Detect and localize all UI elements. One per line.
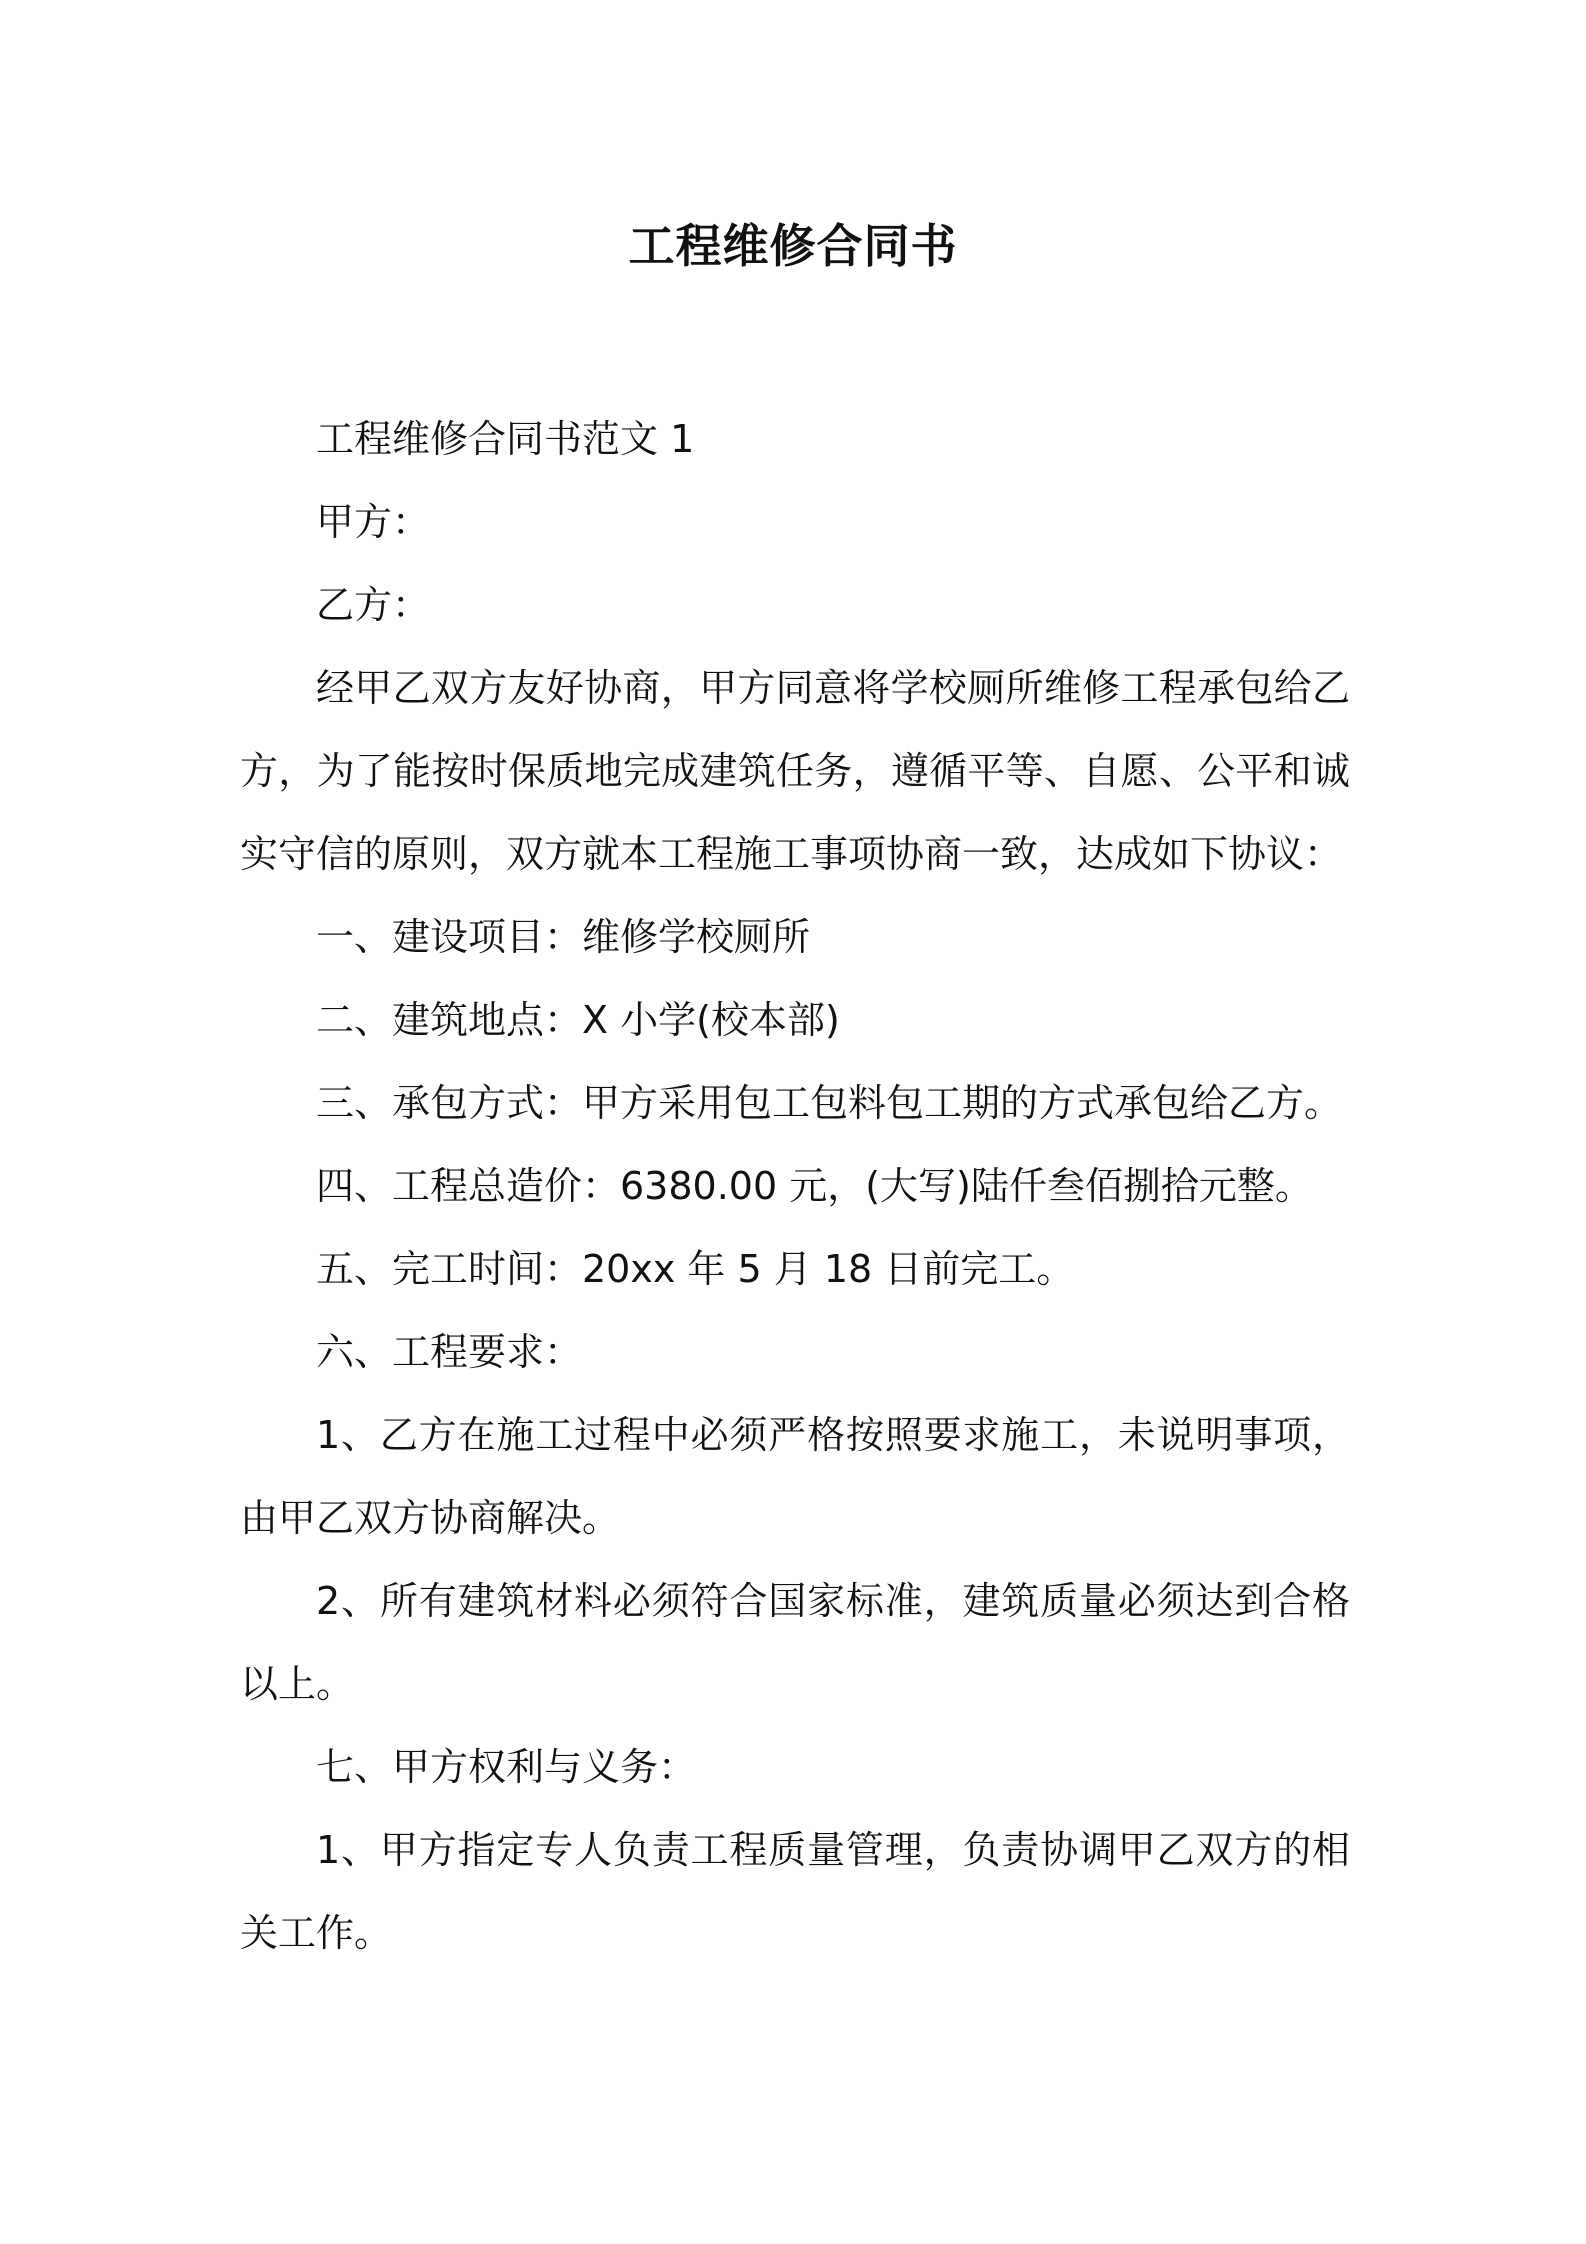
clause-3-contract-method: 三、承包方式：甲方采用包工包料包工期的方式承包给乙方。 <box>316 1081 1343 1125</box>
clause-7-heading: 七、甲方权利与义务： <box>316 1745 697 1789</box>
clause-2-location: 二、建筑地点：X 小学(校本部) <box>316 998 840 1042</box>
clause-1-project: 一、建设项目：维修学校厕所 <box>316 915 811 959</box>
clause-6-item-1: 1、乙方在施工过程中必须严格按照要求施工，未说明事项，由甲乙双方协商解决。 <box>240 1413 1350 1540</box>
clause-6-heading: 六、工程要求： <box>316 1330 583 1374</box>
party-a-line: 甲方： <box>316 500 431 544</box>
clause-6-item-2: 2、所有建筑材料必须符合国家标准，建筑质量必须达到合格以上。 <box>240 1579 1350 1706</box>
clause-7-item-1: 1、甲方指定专人负责工程质量管理，负责协调甲乙双方的相关工作。 <box>240 1828 1350 1955</box>
subtitle-paragraph: 工程维修合同书范文 1 <box>316 417 695 461</box>
document-title: 工程维修合同书 <box>628 219 958 273</box>
clause-5-completion-date: 五、完工时间：20xx 年 5 月 18 日前完工。 <box>316 1247 1075 1291</box>
preamble-paragraph: 经甲乙双方友好协商，甲方同意将学校厕所维修工程承包给乙方，为了能按时保质地完成建筑任务，遵循平等、自愿、公平和诚实守信的原则，双方就本工程施工事项协商一致，达成如下协议： <box>240 666 1350 876</box>
document-body <box>240 398 1350 1975</box>
clause-4-total-price: 四、工程总造价：6380.00 元，(大写)陆仟叁佰捌拾元整。 <box>316 1164 1313 1208</box>
party-b-line: 乙方： <box>316 583 431 627</box>
